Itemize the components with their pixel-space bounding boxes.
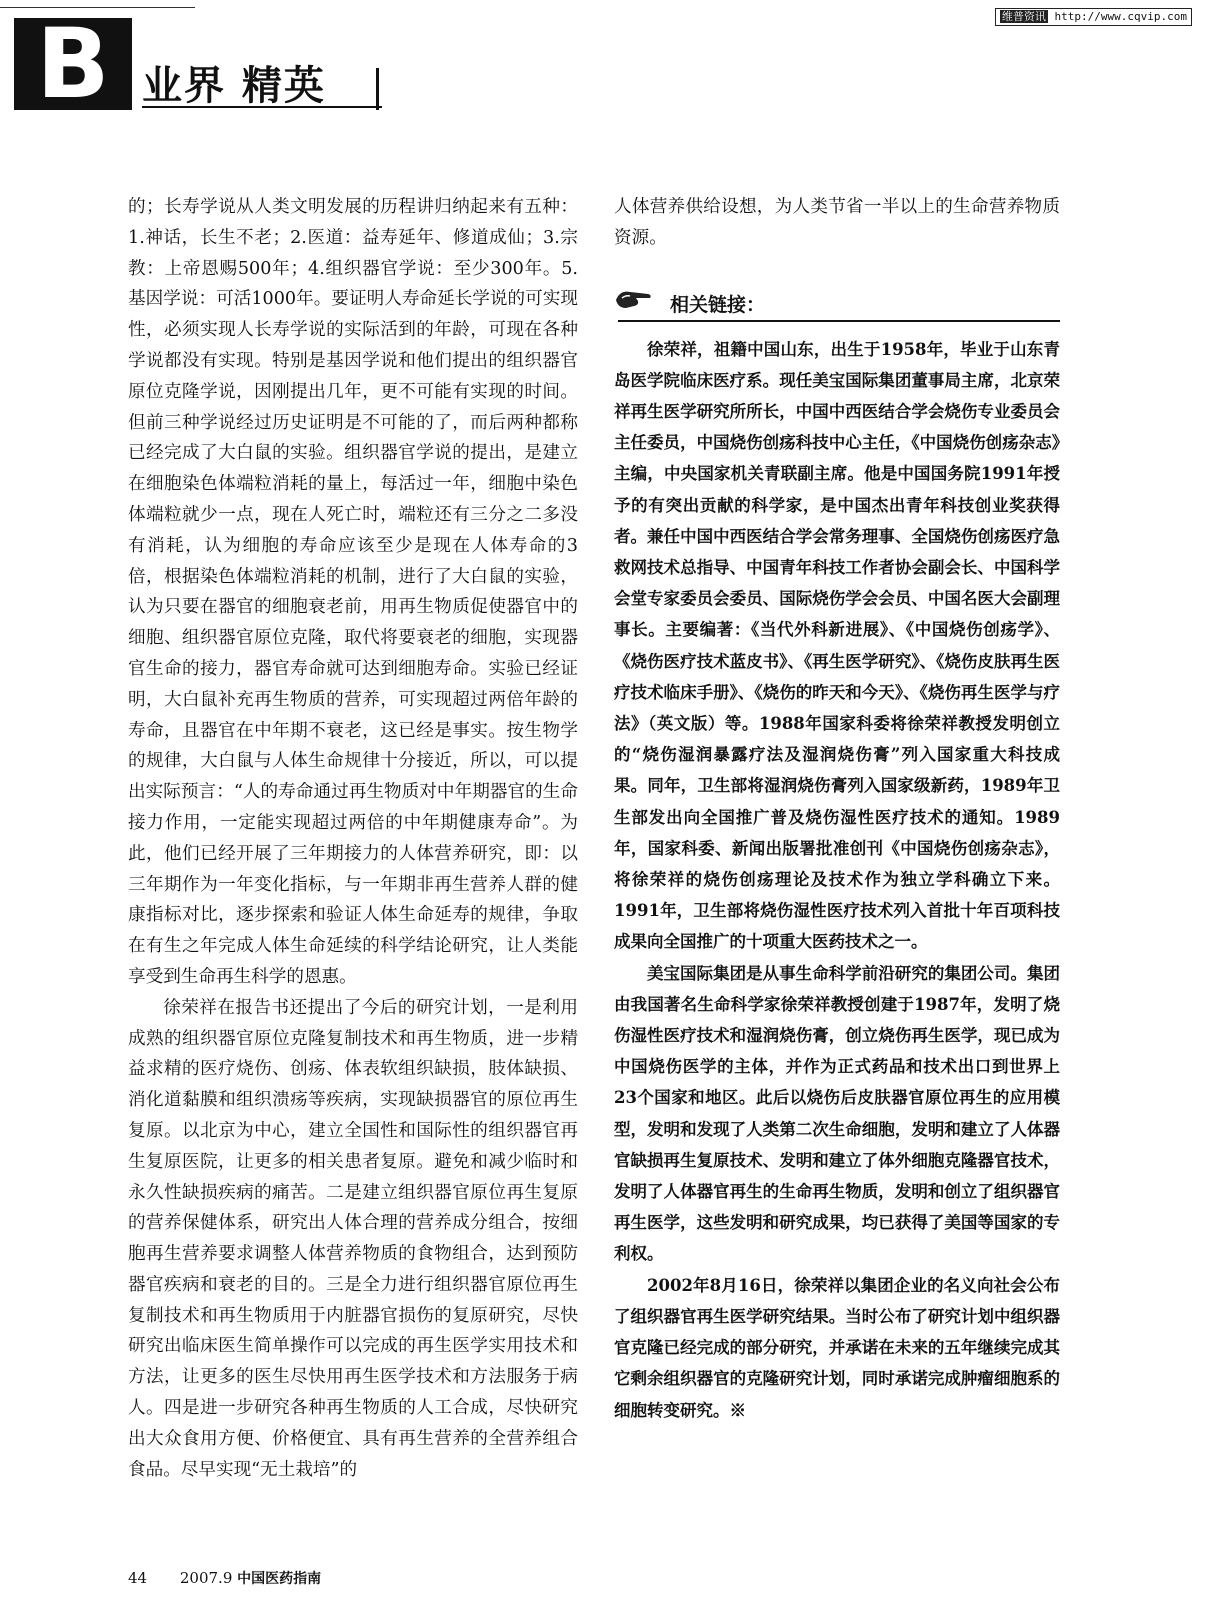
right-column: [614, 192, 1060, 1426]
issue-date: 2007.9: [179, 1569, 233, 1587]
magazine-name: 中国医药指南: [237, 1571, 322, 1587]
bio-paragraph: 徐荣祥，祖籍中国山东，出生于1958年，毕业于山东青岛医学院临床医疗系。现任美宝国际集团董事局主席，北京荣祥再生医学研究所所长，中国中西医结合学会烧伤专业委员会主任委员，中国烧伤创疡科技中心主任，《中国烧伤创疡杂志》主编，中央国家机关青联副主席。他是中国国务院1991年授予的有突出贡献的科学家，是中国杰出青年科技创业奖获得者。兼任中国中西医结合学会常务理事、全国烧伤创疡医疗急救网技术总指导、中国青年科技工作者协会副会长、中国科学会堂专家委员会委员、国际烧伤学会会员、中国名医大会副理事长。主要编著：《当代外科新进展》、《中国烧伤创疡学》、《烧伤医疗技术蓝皮书》、《再生医学研究》、《烧伤皮肤再生医疗技术临床手册》、《烧伤的昨天和今天》、《烧伤再生医学与疗法》（英文版）等。1988年国家科委将徐荣祥教授发明创立的“烧伤湿润暴露疗法及湿润烧伤膏”列入国家重大科技成果。同年，卫生部将湿润烧伤膏列入国家级新药，1989年卫生部发出向全国推广普及烧伤湿性医疗技术的通知。1989年，国家科委、新闻出版署批准创刊《中国烧伤创疡杂志》，将徐荣祥的烧伤创疡理论及技术作为独立学科确立下来。1991年，卫生部将烧伤湿性医疗技术列入首批十年百项科技成果向全国推广的十项重大医药技术之一。: [614, 339, 1060, 952]
header-bar: [376, 68, 379, 110]
announcement-paragraph: 2002年8月16日，徐荣祥以集团企业的名义向社会公布了组织器官再生医学研究结果。当时公布了研究计划中组织器官克隆已经完成的部分研究，并承诺在未来的五年继续完成其它剩余组织器官的克隆研究计划，同时承诺完成肿瘤细胞系的细胞转变研究。※: [614, 1275, 1060, 1420]
header-underline: [142, 106, 382, 108]
pointing-hand-icon: [614, 286, 654, 312]
watermark-url: http://www.cqvip.com: [1054, 10, 1187, 23]
related-links-title: 相关链接：: [670, 293, 766, 316]
related-links-body: [614, 334, 1060, 1426]
watermark: [995, 8, 1192, 26]
section-title: 业界 精英: [142, 63, 326, 109]
section-letter: B: [14, 18, 132, 110]
right-intro-paragraph: 人体营养供给设想，为人类节省一半以上的生命营养物质资源。: [614, 197, 1060, 248]
left-column: [128, 192, 578, 1485]
left-paragraph-2: 徐荣祥在报告书还提出了今后的研究计划，一是利用成熟的组织器官原位克隆复制技术和再生物质，进一步精益求精的医疗烧伤、创疡、体表软组织缺损，肢体缺损、消化道黏膜和组织溃疡等疾病，实现缺损器官的原位再生复原。以北京为中心，建立全国性和国际性的组织器官再生复原医院，让更多的相关患者复原。避免和减少临时和永久性缺损疾病的痛苦。二是建立组织器官原位再生复原的营养保健体系，研究出人体合理的营养成分组合，按细胞再生营养要求调整人体营养物质的食物组合，达到预防器官疾病和衰老的目的。三是全力进行组织器官原位再生复制技术和再生物质用于内脏器官损伤的复原研究，尽快研究出临床医生简单操作可以完成的再生医学实用技术和方法，让更多的医生尽快用再生医学技术和方法服务于病人。四是进一步研究各种再生物质的人工合成，尽快研究出大众食用方便、价格便宜、具有再生营养的全营养组合食品。尽早实现“无土栽培”的: [128, 997, 578, 1480]
watermark-brand: 维普资讯: [1001, 10, 1046, 23]
page-footer: [128, 1568, 321, 1588]
left-paragraph-1: 的；长寿学说从人类文明发展的历程讲归纳起来有五种：1.神话，长生不老；2.医道：益寿延年、修道成仙；3.宗教：上帝恩赐500年；4.组织器官学说：至少300年。5.基因学说：可活1000年。要证明人寿命延长学说的可实现性，必须实现人长寿学说的实际活到的年龄，可现在各种学说都没有实现。特别是基因学说和他们提出的组织器官原位克隆学说，因刚提出几年，更不可能有实现的时间。但前三种学说经过历史证明是不可能的了，而后两种都称已经完成了大白鼠的实验。组织器官学说的提出，是建立在细胞染色体端粒消耗的量上，每活过一年，细胞中染色体端粒就少一点，现在人死亡时，端粒还有三分之二多没有消耗，认为细胞的寿命应该至少是现在人体寿命的3倍，根据染色体端粒消耗的机制，进行了大白鼠的实验，认为只要在器官的细胞衰老前，用再生物质促使器官中的细胞、组织器官原位克隆，取代将要衰老的细胞，实现器官生命的接力，器官寿命就可达到细胞寿命。实验已经证明，大白鼠补充再生物质的营养，可实现超过两倍年龄的寿命，且器官在中年期不衰老，这已经是事实。按生物学的规律，大白鼠与人体生命规律十分接近，所以，可以提出实际预言：“人的寿命通过再生物质对中年期器官的生命接力作用，一定能实现超过两倍的中年期健康寿命”。为此，他们已经开展了三年期接力的人体营养研究，即：以三年期作为一年变化指标，与一年期非再生营养人群的健康指标对比，逐步探索和验证人体生命延寿的规律，争取在有生之年完成人体生命延续的科学结论研究，让人类能享受到生命再生科学的恩惠。: [128, 197, 578, 987]
related-links-header: [614, 282, 1060, 334]
page-number: 44: [128, 1569, 148, 1587]
related-links-rule: [618, 320, 1060, 322]
company-paragraph: 美宝国际集团是从事生命科学前沿研究的集团公司。集团由我国著名生命科学家徐荣祥教授创建于1987年，发明了烧伤湿性医疗技术和湿润烧伤膏，创立烧伤再生医学，现已成为中国烧伤医学的主体，并作为正式药品和技术出口到世界上23个国家和地区。此后以烧伤后皮肤器官原位再生的应用模型，发明和发现了人类第二次生命细胞，发明和建立了人体器官缺损再生复原技术、发明和建立了体外细胞克隆器官技术，发明了人体器官再生的生命再生物质，发明和创立了组织器官再生医学，这些发明和研究成果，均已获得了美国等国家的专利权。: [614, 963, 1060, 1264]
